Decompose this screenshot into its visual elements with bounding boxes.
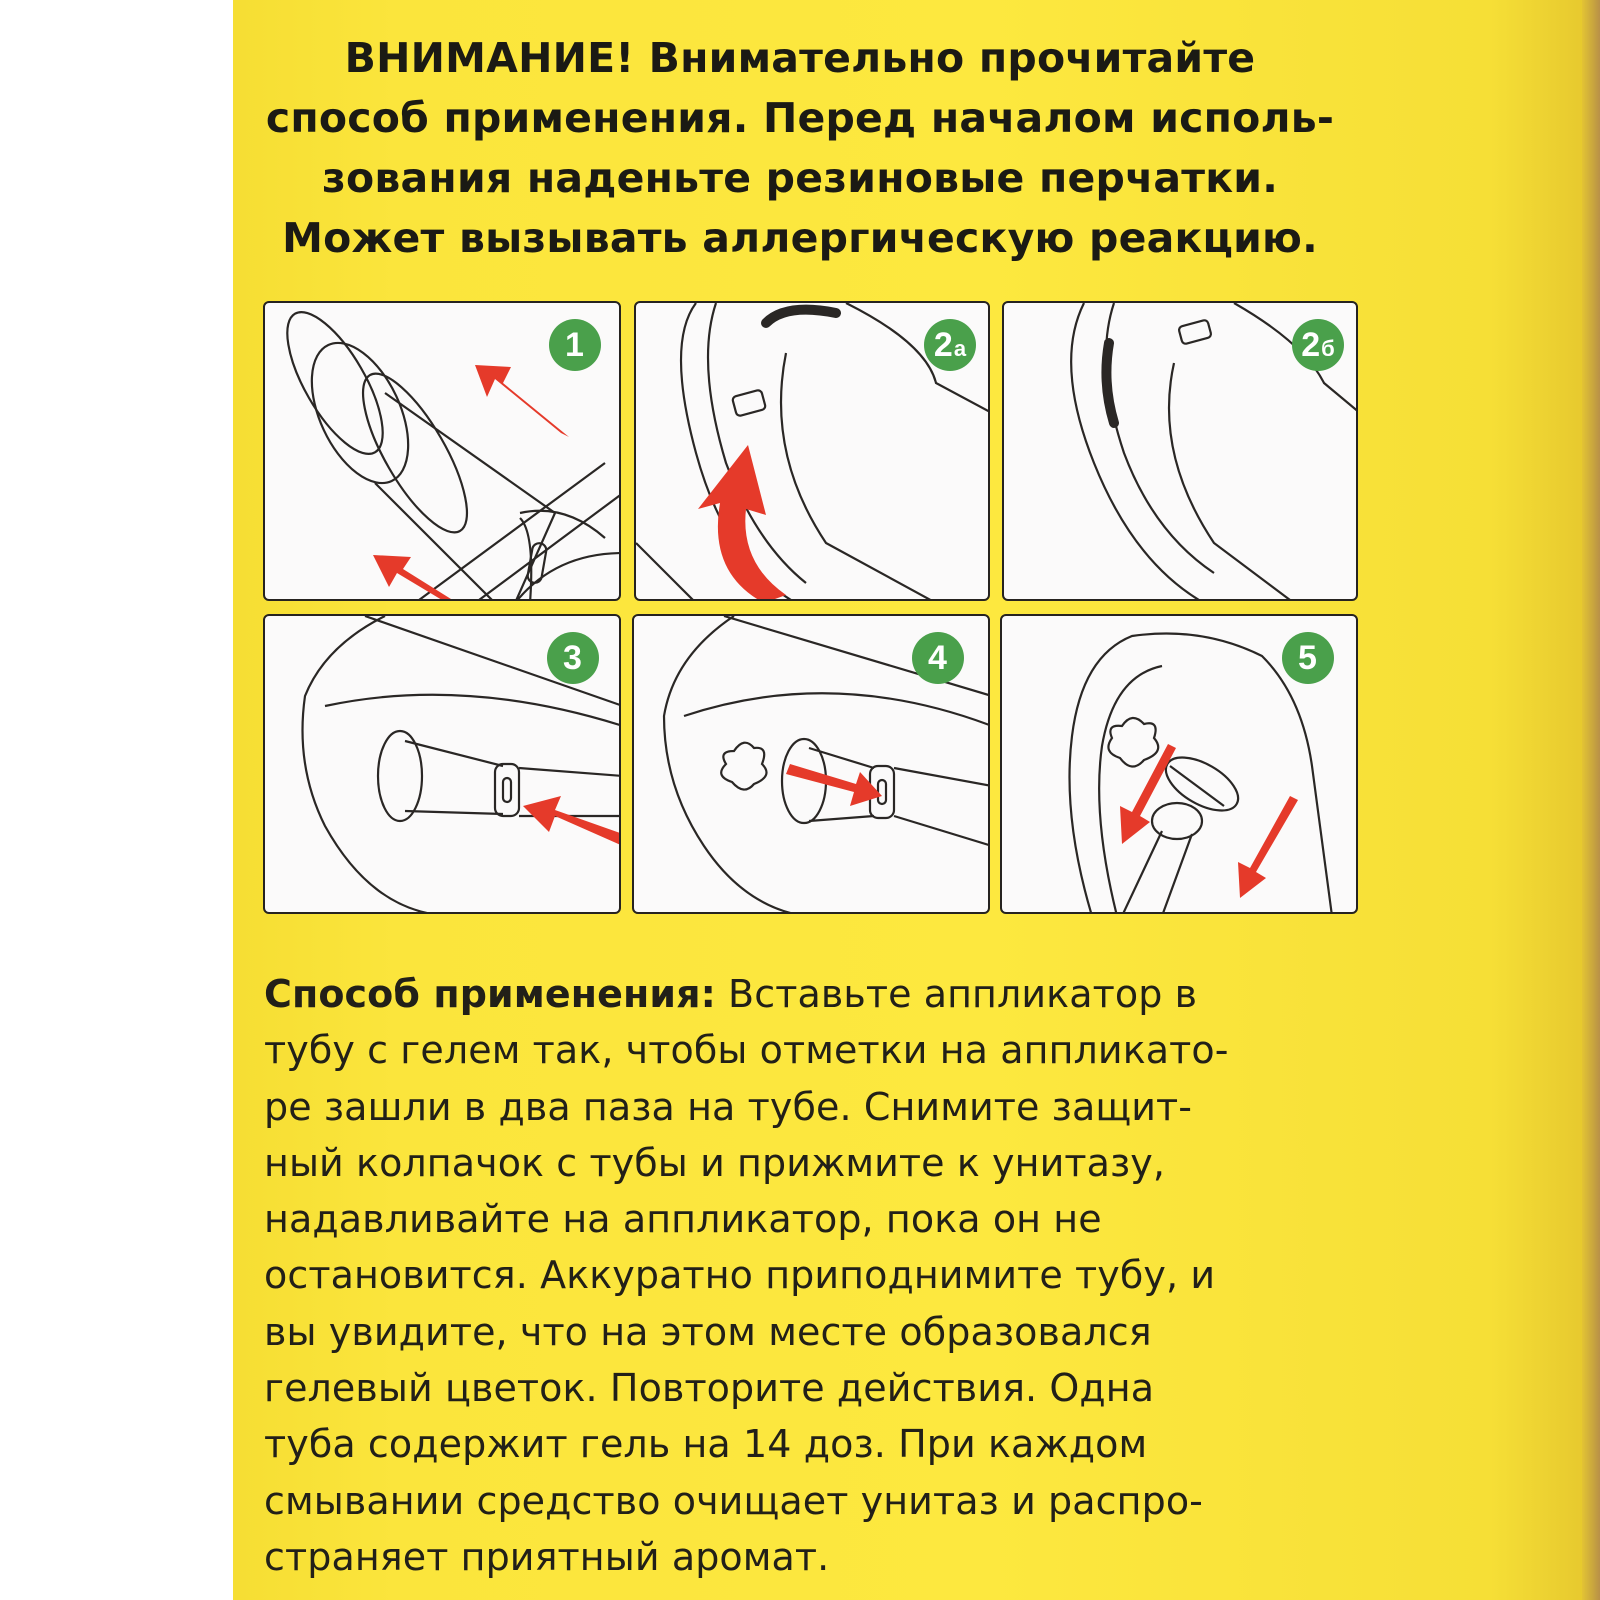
step-5-badge: 5 (1282, 632, 1334, 684)
step-3-badge: 3 (547, 632, 599, 684)
method-heading: Способ применения: (264, 972, 716, 1016)
warning-line: зования наденьте резиновые перчатки. (322, 154, 1278, 202)
method-line: ре зашли в два паза на тубе. Снимите защит- (264, 1084, 1193, 1129)
curved-red-arrow-icon (698, 445, 786, 601)
method-line: вы увидите, что на этом месте образовался (264, 1309, 1152, 1354)
red-arrow-icon (786, 764, 882, 806)
red-arrow-icon (523, 796, 621, 846)
method-first-line: Вставьте аппликатор в (715, 972, 1198, 1016)
method-line: смывании средство очищает унитаз и распро- (264, 1478, 1203, 1523)
method-line: страняет приятный аромат. (264, 1534, 830, 1579)
method-line: остановится. Аккуратно приподнимите тубу, и (264, 1253, 1216, 1298)
usage-instructions (264, 966, 1344, 1585)
warning-line: Может вызывать аллергическую реакцию. (282, 214, 1318, 262)
step-4-badge: 4 (912, 632, 964, 684)
method-line: туба содержит гель на 14 доз. При каждом (264, 1422, 1148, 1467)
step-5-panel (1000, 614, 1358, 914)
warning-line: способ применения. Перед началом исполь- (265, 94, 1335, 142)
method-line (264, 966, 1344, 1022)
step-2b-panel (1002, 301, 1358, 601)
method-line: ный колпачок с тубы и прижмите к унитазу, (264, 1140, 1166, 1185)
method-line: гелевый цветок. Повторите действия. Одна (264, 1366, 1155, 1411)
step-1-badge: 1 (549, 319, 601, 371)
warning-line: ВНИМАНИЕ! Внимательно прочитайте (344, 34, 1256, 82)
red-arrow-icon (373, 365, 569, 601)
step-4-panel (632, 614, 990, 914)
step-1-panel (263, 301, 621, 601)
red-arrow-icon (1120, 744, 1298, 898)
step-2a-panel (634, 301, 990, 601)
method-line: тубу с гелем так, чтобы отметки на аппликато- (264, 1028, 1229, 1073)
step-3-panel (263, 614, 621, 914)
step-2b-badge: 2 б (1292, 319, 1344, 371)
step-2a-badge: 2 а (924, 319, 976, 371)
method-line: надавливайте на аппликатор, пока он не (264, 1197, 1102, 1242)
